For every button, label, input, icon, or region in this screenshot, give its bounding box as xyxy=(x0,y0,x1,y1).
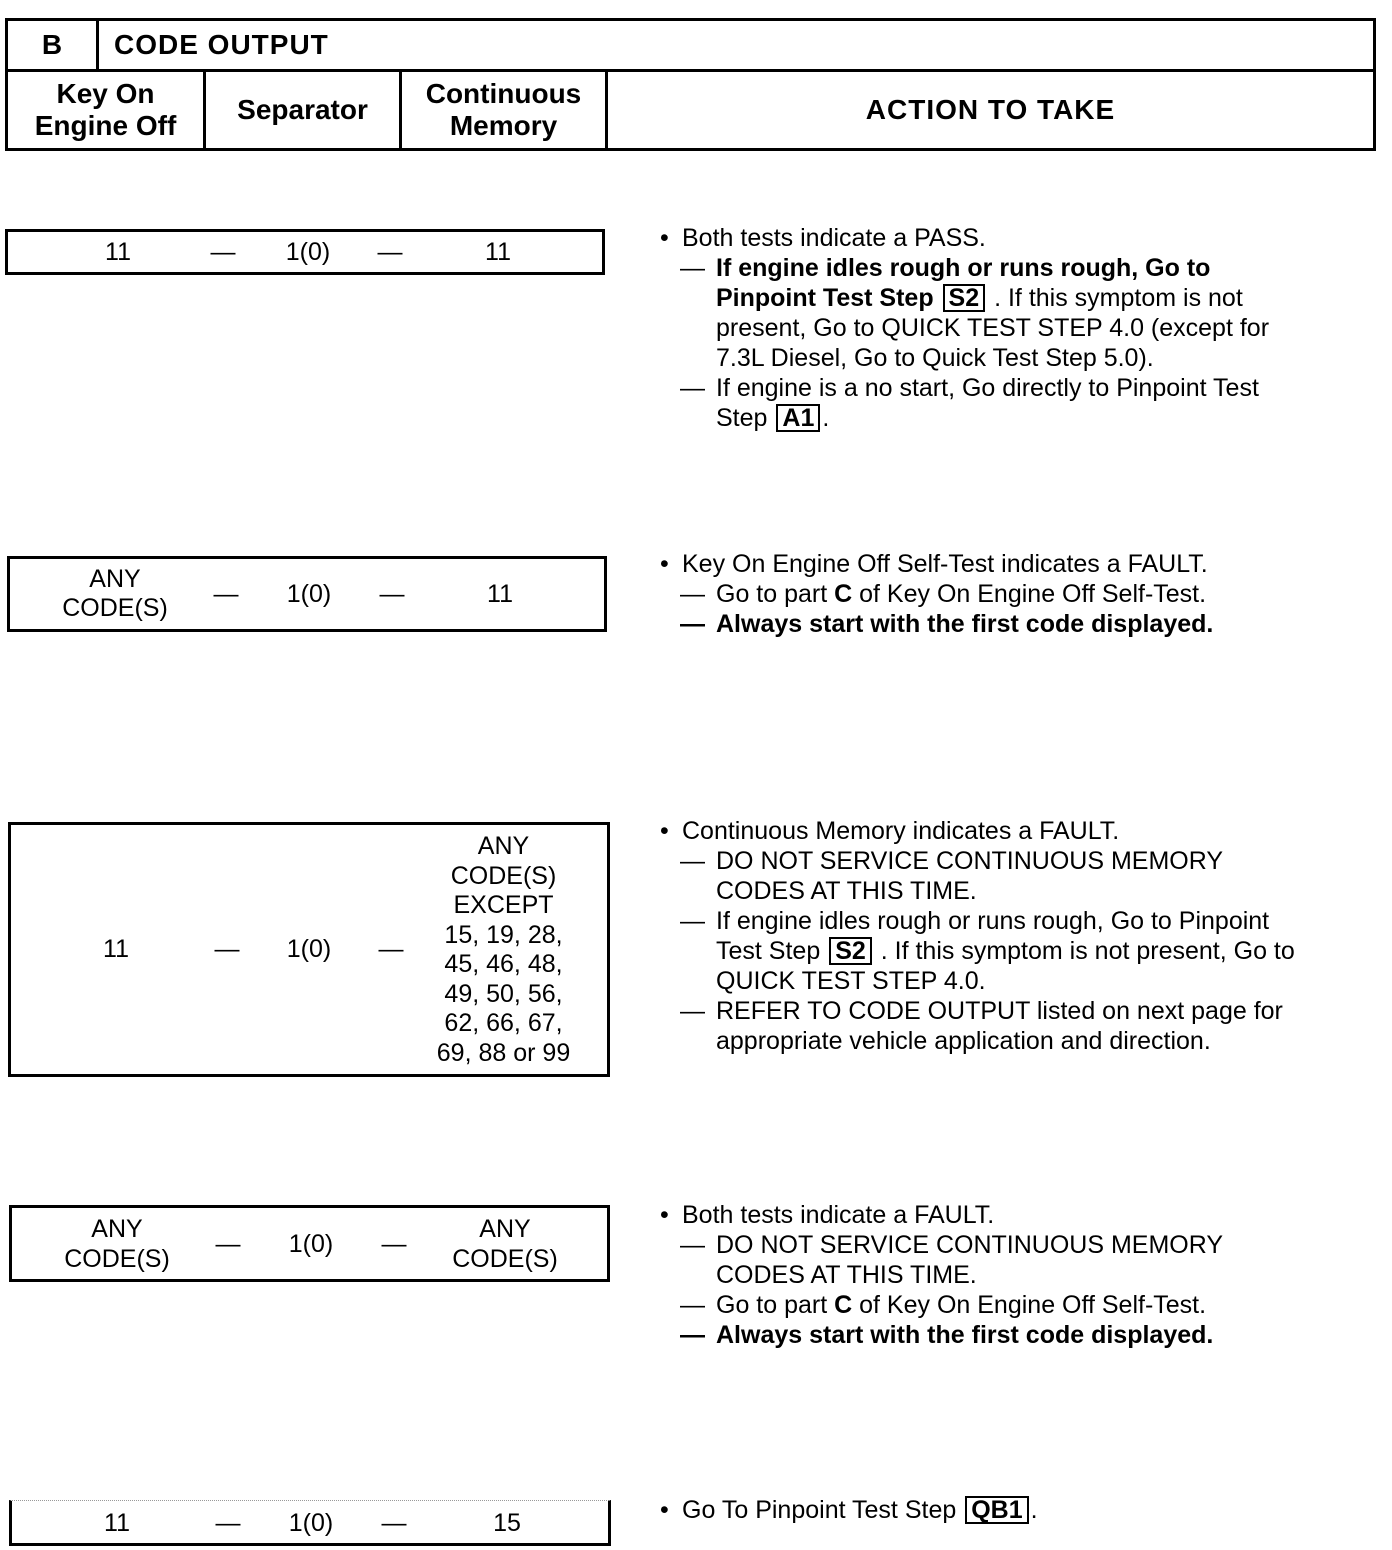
dash-2: — xyxy=(378,935,404,963)
action-text: Go to part xyxy=(716,1291,828,1319)
code-output-header-table xyxy=(5,18,1376,151)
code-box-row-3 xyxy=(8,822,610,1077)
action-text: If engine idles rough or runs rough, Go to Pinpoint Test Step xyxy=(716,907,1270,965)
action-row-3 xyxy=(660,816,1300,1056)
koeo-header-line1: Key On xyxy=(56,77,155,109)
cm-header-line1: Continuous xyxy=(425,77,582,109)
step-ref-s2: S2 xyxy=(943,284,986,312)
column-header-continuous-memory xyxy=(402,71,608,148)
dash-1: — xyxy=(213,580,239,608)
section-letter: B xyxy=(8,21,99,69)
action-sub-item: — DO NOT SERVICE CONTINUOUS MEMORY CODES AT THIS TIME. xyxy=(660,846,1300,906)
cm-code-line1: ANY xyxy=(477,832,530,860)
action-text: of Key On Engine Off Self-Test. xyxy=(859,1291,1207,1319)
separator-code: 1(0) xyxy=(288,1230,334,1258)
koeo-code-line1: ANY xyxy=(89,565,141,593)
separator-code: 1(0) xyxy=(288,1509,334,1537)
action-sub-item: — Always start with the first code displayed. xyxy=(660,1320,1300,1350)
dash-2: — xyxy=(377,238,403,266)
action-bullet xyxy=(660,1495,1300,1525)
action-text-end: . xyxy=(1030,1496,1038,1524)
action-text: of Key On Engine Off Self-Test. xyxy=(859,580,1207,608)
action-text: Go to part xyxy=(716,580,828,608)
koeo-code-line2: CODE(S) xyxy=(62,594,168,622)
dash-1: — xyxy=(210,238,236,266)
cm-code: 11 xyxy=(485,238,511,266)
step-ref-s2: S2 xyxy=(829,937,872,965)
column-header-koeo xyxy=(8,71,206,148)
action-sub-item xyxy=(660,253,1300,373)
header-title-row xyxy=(8,21,1373,72)
cm-code-line8: 69, 88 or 99 xyxy=(436,1039,571,1067)
code-box-row-5 xyxy=(9,1500,611,1546)
cm-code-line2: CODE(S) xyxy=(450,862,557,890)
action-bullet: • Both tests indicate a FAULT. xyxy=(660,1200,1300,1230)
dash-2: — xyxy=(381,1230,407,1258)
code-box-row-4 xyxy=(9,1205,610,1282)
dash-2: — xyxy=(379,580,405,608)
koeo-code-line2: CODE(S) xyxy=(64,1245,170,1273)
action-text-end: . xyxy=(822,404,830,432)
cm-code-line1: ANY xyxy=(479,1215,531,1243)
cm-code: 15 xyxy=(493,1509,521,1537)
cm-code-line6: 49, 50, 56, xyxy=(444,980,563,1008)
step-ref-qb1: QB1 xyxy=(965,1496,1028,1524)
part-letter: C xyxy=(834,1291,853,1319)
separator-code: 1(0) xyxy=(285,238,331,266)
koeo-code: 11 xyxy=(103,935,129,963)
action-sub-item xyxy=(660,373,1300,433)
dash-1: — xyxy=(215,1230,241,1258)
action-sub-item xyxy=(660,906,1300,996)
cm-code-line5: 45, 46, 48, xyxy=(444,950,563,978)
dash-2: — xyxy=(381,1509,407,1537)
column-header-action: ACTION TO TAKE xyxy=(865,93,1116,125)
column-header-separator: Separator xyxy=(206,71,402,148)
action-row-5 xyxy=(660,1495,1300,1525)
koeo-code-line1: ANY xyxy=(91,1215,143,1243)
action-sub-item xyxy=(660,579,1300,609)
cm-header-line2: Memory xyxy=(449,109,558,141)
part-letter: C xyxy=(834,580,853,608)
action-text: If engine is a no start, Go directly to Pinpoint Test Step xyxy=(716,374,1259,432)
cm-code-line7: 62, 66, 67, xyxy=(444,1009,563,1037)
separator-code: 1(0) xyxy=(286,935,332,963)
cm-code-line3: EXCEPT xyxy=(453,891,554,919)
action-text: Go To Pinpoint Test Step xyxy=(682,1496,957,1524)
action-sub-item: — DO NOT SERVICE CONTINUOUS MEMORY CODES AT THIS TIME. xyxy=(660,1230,1300,1290)
separator-code: 1(0) xyxy=(286,580,332,608)
action-text: . If this symptom is not present, Go to QUICK TEST STEP 4.0 (except for 7.3L Diesel, Go to Quick Test Step 5.0). xyxy=(716,284,1270,372)
dash-1: — xyxy=(215,1509,241,1537)
cm-code-line2: CODE(S) xyxy=(452,1245,558,1273)
step-ref-a1: A1 xyxy=(776,404,820,432)
cm-code: 11 xyxy=(487,580,513,608)
action-sub-item xyxy=(660,1290,1300,1320)
action-sub-item: — Always start with the first code displayed. xyxy=(660,609,1300,639)
action-bullet: • Key On Engine Off Self-Test indicates a FAULT. xyxy=(660,549,1300,579)
action-sub-item: — REFER TO CODE OUTPUT listed on next page for appropriate vehicle application and direction. xyxy=(660,996,1300,1056)
code-box-row-1 xyxy=(5,229,605,275)
action-bullet: • Continuous Memory indicates a FAULT. xyxy=(660,816,1300,846)
dash-1: — xyxy=(214,935,240,963)
koeo-code: 11 xyxy=(104,1509,130,1537)
action-row-4 xyxy=(660,1200,1300,1350)
section-title: CODE OUTPUT xyxy=(114,29,329,60)
koeo-code: 11 xyxy=(105,238,131,266)
koeo-header-line2: Engine Off xyxy=(34,109,177,141)
cm-code-line4: 15, 19, 28, xyxy=(444,921,563,949)
action-row-1 xyxy=(660,223,1300,433)
action-bold-text: If engine idles rough or runs rough, Go to Pinpoint Test Step xyxy=(716,254,1211,312)
action-row-2 xyxy=(660,549,1300,639)
action-text: . If this symptom is not present, Go to QUICK TEST STEP 4.0. xyxy=(716,937,1295,995)
code-box-row-2 xyxy=(7,556,607,632)
action-bullet: • Both tests indicate a PASS. xyxy=(660,223,1300,253)
